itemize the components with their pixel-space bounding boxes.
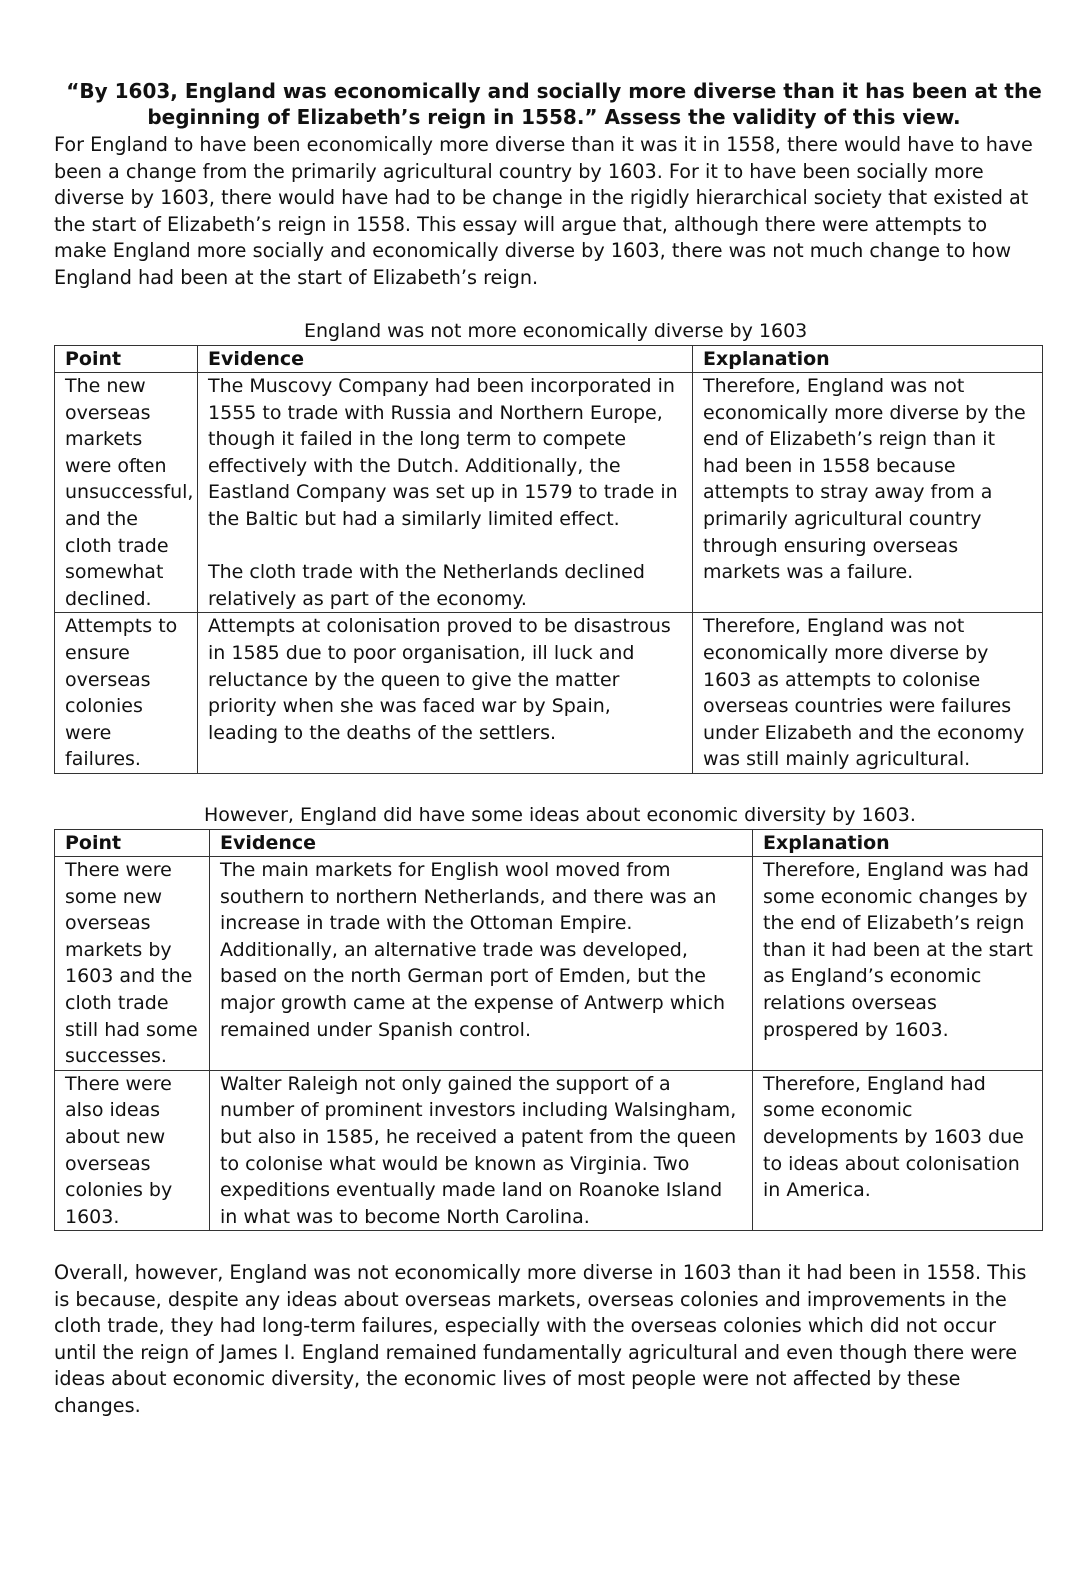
- explanation-cell: Therefore, England was not economically more diverse by the end of Elizabeth’s reign than it had been in 1558 because attempts to stray away from a primarily agricultural country through ensuring overseas markets was a failure.: [693, 373, 1043, 613]
- evidence-cell: [198, 373, 693, 613]
- table1-caption: England was not more economically diverse by 1603: [304, 320, 808, 342]
- table-row: [55, 613, 1043, 774]
- point-cell: There were some new overseas markets by 1603 and the cloth trade still had some successes.: [55, 857, 210, 1071]
- table2-header-row: [55, 830, 1043, 857]
- table2-header-explanation: Explanation: [753, 830, 1043, 857]
- table-row: [55, 373, 1043, 613]
- essay-title: “By 1603, England was economically and socially more diverse than it has been at the beginning of Elizabeth’s reign in 1558.” Assess the validity of this view.: [66, 79, 1042, 129]
- table2-header-point: Point: [55, 830, 210, 857]
- table1-header-explanation: Explanation: [693, 346, 1043, 373]
- explanation-cell: Therefore, England was not economically more diverse by 1603 as attempts to colonise overseas countries were failures under Elizabeth and the economy was still mainly agricultural.: [693, 613, 1043, 774]
- explanation-cell: Therefore, England had some economic developments by 1603 due to ideas about colonisation in America.: [753, 1070, 1043, 1231]
- table1-header-evidence: Evidence: [198, 346, 693, 373]
- evidence-paragraph: The cloth trade with the Netherlands declined relatively as part of the economy.: [208, 561, 645, 610]
- table2-header-evidence: Evidence: [210, 830, 753, 857]
- table1: [54, 345, 1043, 774]
- explanation-cell: Therefore, England was had some economic changes by the end of Elizabeth’s reign than it had been at the start as England’s economic relations overseas prospered by 1603.: [753, 857, 1043, 1071]
- evidence-paragraph: The Muscovy Company had been incorporated in 1555 to trade with Russia and Northern Europe, though it failed in the long term to compete effectively with the Dutch. Additionally, the Eastland Company was set up in 1579 to trade in the Baltic but had a similarly limited effect.: [208, 375, 678, 530]
- evidence-cell: Attempts at colonisation proved to be disastrous in 1585 due to poor organisation, ill luck and reluctance by the queen to give the matter priority when she was faced war by Spain, leading to the deaths of the settlers.: [198, 613, 693, 774]
- table1-header-point: Point: [55, 346, 198, 373]
- table-row: [55, 857, 1043, 1071]
- evidence-cell: Walter Raleigh not only gained the support of a number of prominent investors including Walsingham, but also in 1585, he received a patent from the queen to colonise what would be known as Virginia. Two expeditions eventually made land on Roanoke Island in what was to become North Carolina.: [210, 1070, 753, 1231]
- table2: [54, 829, 1043, 1231]
- point-cell: Attempts to ensure overseas colonies were failures.: [55, 613, 198, 774]
- point-cell: There were also ideas about new overseas colonies by 1603.: [55, 1070, 210, 1231]
- point-cell: The new overseas markets were often unsuccessful, and the cloth trade somewhat declined.: [55, 373, 198, 613]
- evidence-cell: The main markets for English wool moved from southern to northern Netherlands, and there was an increase in trade with the Ottoman Empire. Additionally, an alternative trade was developed, based on the north German port of Emden, but the major growth came at the expense of Antwerp which remained under Spanish control.: [210, 857, 753, 1071]
- conclusion-paragraph: Overall, however, England was not economically more diverse in 1603 than it had been in 1558. This is because, despite any ideas about overseas markets, overseas colonies and improvements in the cloth trade, they had long-term failures, especially with the overseas colonies which did not occur until the reign of James I. England remained fundamentally agricultural and even though there were ideas about economic diversity, the economic lives of most people were not affected by these changes.: [54, 1261, 1027, 1417]
- table-row: [55, 1070, 1043, 1231]
- table2-caption: However, England did have some ideas about economic diversity by 1603.: [204, 804, 916, 826]
- table1-header-row: [55, 346, 1043, 373]
- intro-paragraph: For England to have been economically more diverse than it was it in 1558, there would have to have been a change from the primarily agricultural country by 1603. For it to have been socially more diverse by 1603, there would have had to be change in the rigidly hierarchical society that existed at the start of Elizabeth’s reign in 1558. This essay will argue that, although there were attempts to make England more socially and economically diverse by 1603, there was not much change to how England had been at the start of Elizabeth’s reign.: [54, 133, 1033, 289]
